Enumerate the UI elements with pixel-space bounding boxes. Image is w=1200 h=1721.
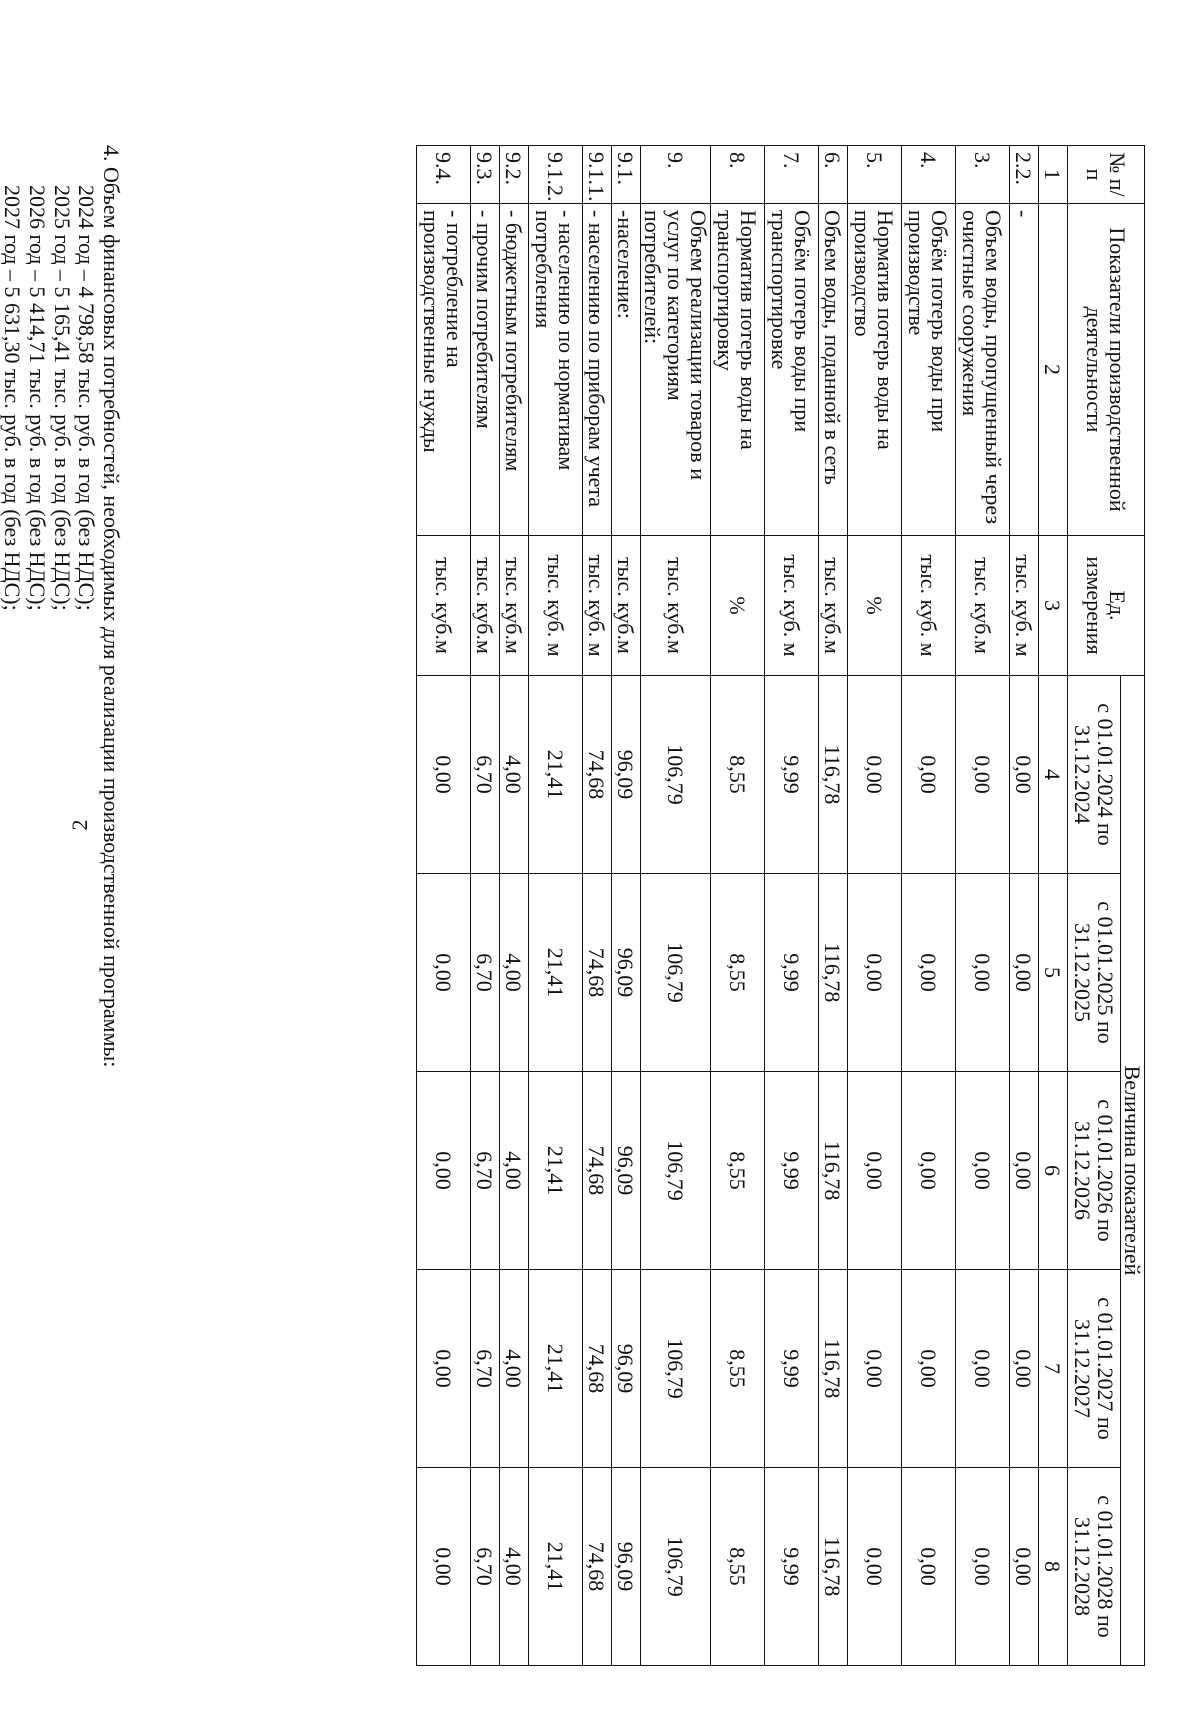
row-value: 106,79 bbox=[640, 1468, 710, 1666]
row-number: 4. bbox=[901, 146, 955, 204]
row-value: 8,55 bbox=[710, 1072, 764, 1270]
row-number: 2.2. bbox=[1009, 146, 1038, 204]
row-value: 0,00 bbox=[955, 1270, 1009, 1468]
row-unit: тыс. куб.м bbox=[470, 536, 499, 676]
row-unit: тыс. куб. м bbox=[901, 536, 955, 676]
table-row bbox=[818, 146, 847, 1666]
row-indicator: - населению по приборам учета bbox=[582, 204, 611, 536]
header-period-2024: с 01.01.2024 по 31.12.2024 bbox=[1067, 676, 1120, 874]
row-value: 106,79 bbox=[640, 1270, 710, 1468]
row-unit: тыс. куб.м bbox=[640, 536, 710, 676]
row-value: 21,41 bbox=[528, 1270, 582, 1468]
column-index-row bbox=[1038, 146, 1067, 1666]
row-value: 74,68 bbox=[582, 1072, 611, 1270]
financial-item-2024: 2024 год – 4 798,58 тыс. руб. в год (без НДС); bbox=[74, 185, 100, 611]
row-value: 0,00 bbox=[955, 1468, 1009, 1666]
row-unit: тыс. куб.м bbox=[499, 536, 528, 676]
table-row bbox=[764, 146, 818, 1666]
row-unit: % bbox=[710, 536, 764, 676]
table-row bbox=[499, 146, 528, 1666]
row-value: 116,78 bbox=[818, 1072, 847, 1270]
row-value: 6,70 bbox=[470, 1468, 499, 1666]
row-value: 0,00 bbox=[416, 676, 470, 874]
header-period-2028: с 01.01.2028 по 31.12.2028 bbox=[1067, 1468, 1120, 1666]
row-value: 116,78 bbox=[818, 1270, 847, 1468]
row-value: 116,78 bbox=[818, 874, 847, 1072]
row-value: 0,00 bbox=[1009, 1468, 1038, 1666]
row-indicator: - прочим потребителям bbox=[470, 204, 499, 536]
page-number: 2 bbox=[67, 819, 92, 831]
financial-heading: 4. Объем финансовых потребностей, необходимых для реализации производственной программы: bbox=[99, 145, 124, 1068]
row-unit: тыс. куб.м bbox=[416, 536, 470, 676]
row-unit: тыс. куб.м bbox=[611, 536, 640, 676]
index-cell: 1 bbox=[1038, 146, 1067, 204]
table-row bbox=[470, 146, 499, 1666]
row-value: 21,41 bbox=[528, 676, 582, 874]
row-number: 9.4. bbox=[416, 146, 470, 204]
row-value: 0,00 bbox=[955, 676, 1009, 874]
row-value: 21,41 bbox=[528, 1468, 582, 1666]
row-unit: тыс. куб. м bbox=[764, 536, 818, 676]
row-value: 8,55 bbox=[710, 1270, 764, 1468]
row-value: 9,99 bbox=[764, 676, 818, 874]
rotated-content bbox=[0, 145, 1145, 1665]
row-indicator: Объём потерь воды при транспортировке bbox=[764, 204, 818, 536]
row-value: 0,00 bbox=[1009, 676, 1038, 874]
row-indicator: Объём потерь воды при производстве bbox=[901, 204, 955, 536]
row-value: 0,00 bbox=[847, 874, 901, 1072]
row-value: 21,41 bbox=[528, 1072, 582, 1270]
row-number: 6. bbox=[818, 146, 847, 204]
row-value: 0,00 bbox=[1009, 1072, 1038, 1270]
row-value: 0,00 bbox=[901, 1270, 955, 1468]
row-value: 9,99 bbox=[764, 874, 818, 1072]
row-indicator: Объем воды, пропущенный через очистные сооружения bbox=[955, 204, 1009, 536]
index-cell: 7 bbox=[1038, 1270, 1067, 1468]
header-period-2025: с 01.01.2025 по 31.12.2025 bbox=[1067, 874, 1120, 1072]
table-row bbox=[416, 146, 470, 1666]
row-value: 74,68 bbox=[582, 1270, 611, 1468]
row-value: 4,00 bbox=[499, 676, 528, 874]
financial-item-2025: 2025 год – 5 165,41 тыс. руб. в год (без НДС); bbox=[49, 185, 75, 611]
row-value: 0,00 bbox=[416, 874, 470, 1072]
row-number: 9.3. bbox=[470, 146, 499, 204]
row-unit: % bbox=[847, 536, 901, 676]
table-row bbox=[710, 146, 764, 1666]
row-value: 0,00 bbox=[847, 676, 901, 874]
row-indicator: Объем реализации товаров и услуг по категориям потребителей: bbox=[640, 204, 710, 536]
table-row bbox=[1009, 146, 1038, 1666]
row-number: 5. bbox=[847, 146, 901, 204]
row-value: 0,00 bbox=[901, 1468, 955, 1666]
row-indicator: - потребление на производственные нужды bbox=[416, 204, 470, 536]
row-value: 74,68 bbox=[582, 676, 611, 874]
row-unit: тыс. куб. м bbox=[528, 536, 582, 676]
row-indicator: - бюджетным потребителям bbox=[499, 204, 528, 536]
row-value: 6,70 bbox=[470, 676, 499, 874]
row-indicator: -население: bbox=[611, 204, 640, 536]
row-value: 21,41 bbox=[528, 874, 582, 1072]
row-value: 74,68 bbox=[582, 874, 611, 1072]
row-value: 8,55 bbox=[710, 676, 764, 874]
table-row bbox=[847, 146, 901, 1666]
row-value: 4,00 bbox=[499, 874, 528, 1072]
header-period-2026: с 01.01.2026 по 31.12.2026 bbox=[1067, 1072, 1120, 1270]
header-num: № п/п bbox=[1067, 146, 1144, 204]
row-number: 9.1.1. bbox=[582, 146, 611, 204]
row-unit: тыс. куб. м bbox=[1009, 536, 1038, 676]
row-value: 9,99 bbox=[764, 1468, 818, 1666]
row-value: 0,00 bbox=[955, 1072, 1009, 1270]
row-value: 0,00 bbox=[847, 1072, 901, 1270]
row-indicator: - населению по нормативам потребления bbox=[528, 204, 582, 536]
table-row bbox=[640, 146, 710, 1666]
row-value: 106,79 bbox=[640, 874, 710, 1072]
row-indicator: Объем воды, поданной в сеть bbox=[818, 204, 847, 536]
row-value: 0,00 bbox=[847, 1270, 901, 1468]
row-number: 3. bbox=[955, 146, 1009, 204]
row-value: 9,99 bbox=[764, 1270, 818, 1468]
row-value: 96,09 bbox=[611, 1270, 640, 1468]
row-value: 96,09 bbox=[611, 874, 640, 1072]
table-row bbox=[901, 146, 955, 1666]
row-unit: тыс. куб.м bbox=[955, 536, 1009, 676]
row-value: 0,00 bbox=[955, 874, 1009, 1072]
row-number: 9.1.2. bbox=[528, 146, 582, 204]
row-value: 0,00 bbox=[901, 874, 955, 1072]
row-value: 0,00 bbox=[416, 1072, 470, 1270]
header-unit: Ед. измерения bbox=[1067, 536, 1144, 676]
row-value: 0,00 bbox=[1009, 874, 1038, 1072]
row-indicator: Норматив потерь воды на производство bbox=[847, 204, 901, 536]
row-value: 6,70 bbox=[470, 874, 499, 1072]
row-value: 6,70 bbox=[470, 1072, 499, 1270]
index-cell: 2 bbox=[1038, 204, 1067, 536]
index-cell: 5 bbox=[1038, 874, 1067, 1072]
row-value: 96,09 bbox=[611, 676, 640, 874]
row-number: 9.1. bbox=[611, 146, 640, 204]
table-row bbox=[528, 146, 582, 1666]
table-row bbox=[611, 146, 640, 1666]
row-value: 0,00 bbox=[416, 1468, 470, 1666]
financial-item-2027: 2027 год – 5 631,30 тыс. руб. в год (без НДС); bbox=[0, 185, 26, 611]
row-number: 7. bbox=[764, 146, 818, 204]
row-value: 8,55 bbox=[710, 1468, 764, 1666]
index-cell: 4 bbox=[1038, 676, 1067, 874]
row-value: 106,79 bbox=[640, 1072, 710, 1270]
index-cell: 3 bbox=[1038, 536, 1067, 676]
table-row bbox=[955, 146, 1009, 1666]
row-indicator: - bbox=[1009, 204, 1038, 536]
row-number: 9.2. bbox=[499, 146, 528, 204]
row-value: 0,00 bbox=[901, 1072, 955, 1270]
row-value: 116,78 bbox=[818, 676, 847, 874]
production-indicators-table bbox=[416, 145, 1145, 1666]
row-number: 8. bbox=[710, 146, 764, 204]
row-value: 116,78 bbox=[818, 1468, 847, 1666]
row-value: 6,70 bbox=[470, 1270, 499, 1468]
row-unit: тыс. куб.м bbox=[818, 536, 847, 676]
row-value: 96,09 bbox=[611, 1468, 640, 1666]
row-value: 0,00 bbox=[901, 676, 955, 874]
row-value: 0,00 bbox=[847, 1468, 901, 1666]
row-value: 9,99 bbox=[764, 1072, 818, 1270]
financial-requirements bbox=[0, 145, 123, 1665]
row-indicator: Норматив потерь воды на транспортировку bbox=[710, 204, 764, 536]
financial-item-2026: 2026 год – 5 414,71 тыс. руб. в год (без НДС); bbox=[25, 185, 51, 611]
row-value: 4,00 bbox=[499, 1072, 528, 1270]
row-number: 9. bbox=[640, 146, 710, 204]
index-cell: 6 bbox=[1038, 1072, 1067, 1270]
row-value: 0,00 bbox=[416, 1270, 470, 1468]
row-value: 106,79 bbox=[640, 676, 710, 874]
row-value: 4,00 bbox=[499, 1270, 528, 1468]
row-value: 74,68 bbox=[582, 1468, 611, 1666]
row-value: 96,09 bbox=[611, 1072, 640, 1270]
row-value: 8,55 bbox=[710, 874, 764, 1072]
header-indicator: Показатели производственной деятельности bbox=[1067, 204, 1144, 536]
row-value: 4,00 bbox=[499, 1468, 528, 1666]
row-unit: тыс. куб. м bbox=[582, 536, 611, 676]
row-value: 0,00 bbox=[1009, 1270, 1038, 1468]
header-period-2027: с 01.01.2027 по 31.12.2027 bbox=[1067, 1270, 1120, 1468]
table-row bbox=[582, 146, 611, 1666]
index-cell: 8 bbox=[1038, 1468, 1067, 1666]
header-values-group: Величина показателей bbox=[1120, 676, 1144, 1666]
